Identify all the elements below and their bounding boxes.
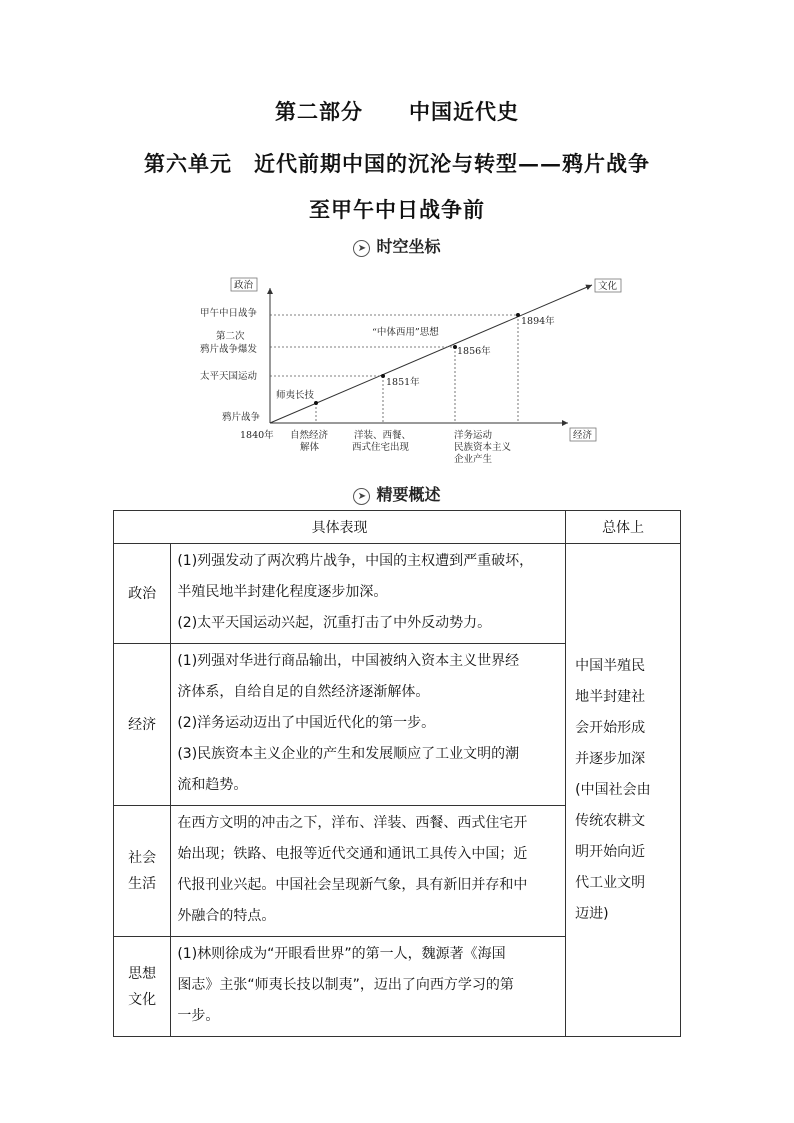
economy-note: 自然经济: [290, 430, 329, 441]
economy-note: 西式住宅出现: [352, 442, 410, 453]
text-line: 始出现；铁路、电报等近代交通和通讯工具传入中国；近: [177, 846, 528, 862]
category-thought-culture: [114, 937, 171, 1037]
economy-note: 企业产生: [454, 454, 493, 465]
point-label-1894: 1894年: [521, 316, 555, 327]
culture-note: “中体西用”思想: [372, 327, 439, 338]
timeline-diagram: [200, 270, 630, 470]
row-body-politics: [171, 544, 566, 644]
text-line: (1)林则徐成为“开眼看世界”的第一人，魏源著《海国: [177, 946, 506, 962]
text-line: 济体系，自给自足的自然经济逐渐解体。: [177, 684, 430, 700]
text-line: (2)太平天国运动兴起，沉重打击了中外反动势力。: [177, 615, 492, 631]
economy-note: 洋装、西餐、: [354, 430, 412, 441]
text-line: 半殖民地半封建化程度逐步加深。: [177, 584, 388, 600]
category-line: 社会: [128, 850, 157, 866]
part-number: 第二部分: [275, 99, 363, 124]
text-line: 并逐步加深: [575, 750, 646, 767]
category-economy: 经济: [114, 644, 171, 806]
table-row: [114, 544, 681, 644]
y-tick-label: 太平天国运动: [200, 371, 258, 382]
origin-label: 1840年: [240, 430, 274, 441]
text-line: (中国社会由: [575, 781, 651, 798]
diagonal-axis: [270, 285, 592, 423]
part-name: 中国近代史: [409, 99, 519, 124]
timeline-point: [314, 401, 318, 405]
category-line: 文化: [128, 991, 157, 1008]
text-line: 传统农耕文: [575, 812, 646, 829]
text-line: 流和趋势。: [177, 777, 248, 793]
circled-arrow-icon: ➤: [353, 488, 370, 505]
point-label-1856: 1856年: [457, 346, 491, 357]
summary-table: [113, 510, 681, 1037]
category-line: 生活: [128, 876, 157, 892]
text-line: 中国半殖民: [575, 657, 646, 674]
section-title-timeline: [0, 234, 794, 257]
unit-title-line1: 第六单元 近代前期中国的沉沦与转型——鸦片战争: [144, 151, 650, 176]
unit-title-line2: 至甲午中日战争前: [309, 197, 485, 222]
text-line: (1)列强对华进行商品输出，中国被纳入资本主义世界经: [177, 653, 520, 669]
overall-summary: [566, 544, 681, 1037]
category-politics: 政治: [114, 544, 171, 644]
y-tick-label: 第二次: [216, 331, 245, 342]
text-line: (2)洋务运动迈出了中国近代化的第一步。: [177, 715, 436, 731]
text-line: 在西方文明的冲击之下，洋布、洋装、西餐、西式住宅开: [177, 815, 528, 831]
row-body-economy: [171, 644, 566, 806]
section-title-text: 时空坐标: [376, 237, 441, 256]
text-line: 代工业文明: [575, 874, 646, 891]
text-line: 明开始向近: [575, 843, 646, 860]
economy-note: 解体: [300, 442, 320, 453]
axis-label-culture: 文化: [598, 281, 618, 292]
text-line: 图志》主张“师夷长技以制夷”，迈出了向西方学习的第: [177, 977, 514, 993]
text-line: (3)民族资本主义企业的产生和发展顺应了工业文明的潮: [177, 746, 520, 762]
section-title-text: 精要概述: [376, 485, 441, 504]
text-line: 一步。: [177, 1008, 220, 1024]
y-tick-label: 鸦片战争: [222, 412, 261, 423]
circled-arrow-icon: ➤: [353, 240, 370, 257]
culture-note: 师夷长技: [276, 390, 315, 401]
y-tick-label: 鸦片战争爆发: [200, 344, 258, 355]
section-title-summary: [0, 482, 794, 505]
category-line: 思想: [128, 965, 157, 982]
y-tick-label: 甲午中日战争: [200, 308, 258, 319]
timeline-point: [516, 313, 520, 317]
table-header-row: [114, 511, 681, 544]
part-title: [0, 96, 794, 126]
header-overall: 总体上: [566, 511, 681, 544]
text-line: 迈进): [575, 905, 609, 922]
point-label-1851: 1851年: [386, 377, 420, 388]
economy-note: 洋务运动: [454, 430, 493, 441]
text-line: (1)列强发动了两次鸦片战争，中国的主权遭到严重破坏，: [177, 553, 534, 569]
text-line: 地半封建社: [575, 688, 646, 705]
row-body-social-life: [171, 806, 566, 937]
economy-note: 民族资本主义: [454, 442, 512, 453]
category-social-life: [114, 806, 171, 937]
text-line: 会开始形成: [575, 719, 646, 736]
text-line: 外融合的特点。: [177, 908, 276, 924]
header-detail: 具体表现: [114, 511, 566, 544]
axis-label-economy: 经济: [573, 430, 593, 441]
row-body-thought-culture: [171, 937, 566, 1037]
text-line: 代报刊业兴起。中国社会呈现新气象，具有新旧并存和中: [177, 877, 528, 893]
axis-label-politics: 政治: [234, 280, 254, 291]
timeline-point: [381, 374, 385, 378]
